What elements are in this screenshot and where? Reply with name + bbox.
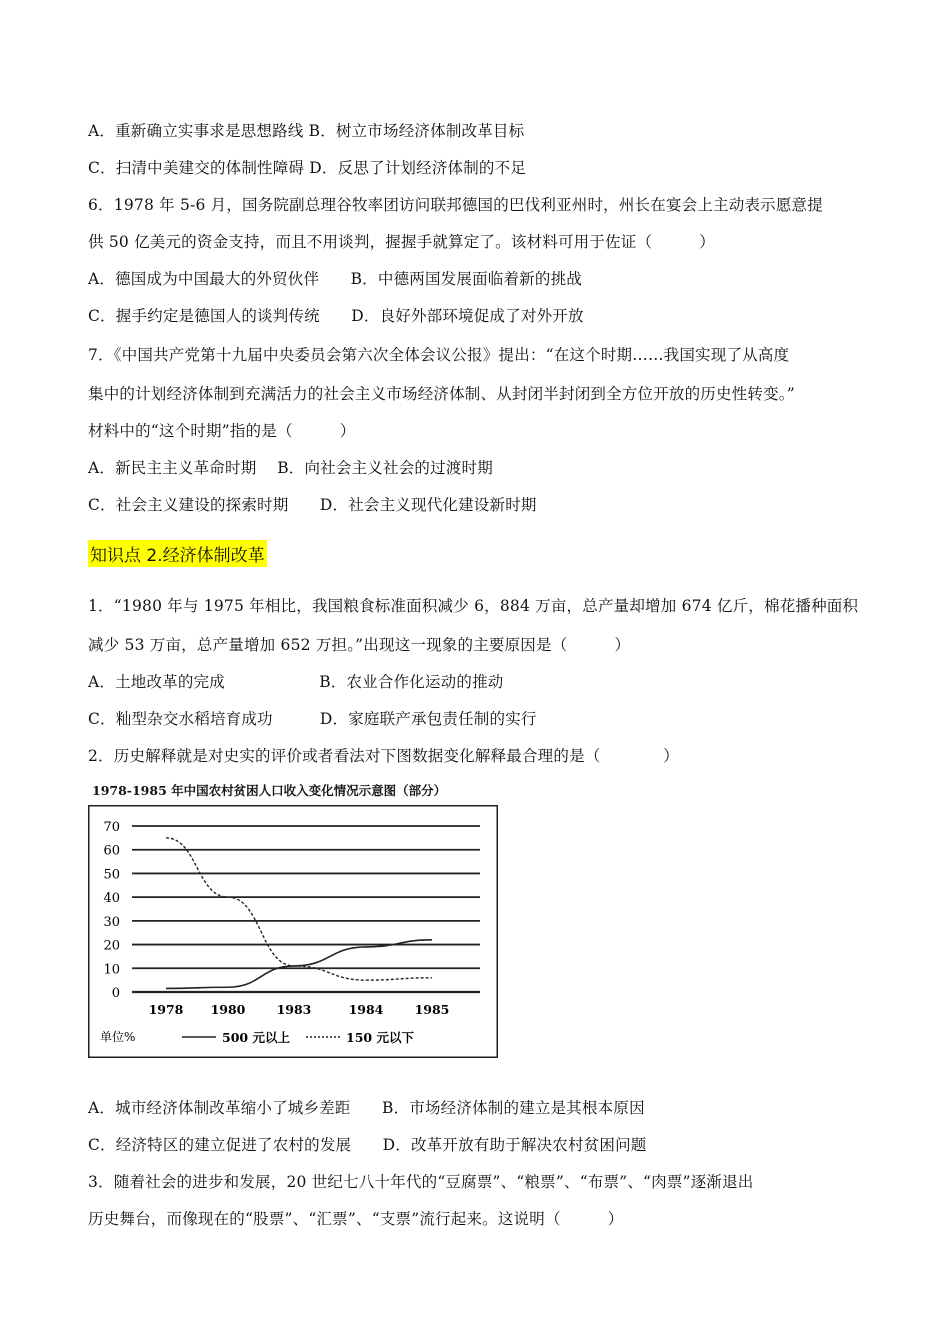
x-tick-label: 1985: [414, 1002, 450, 1017]
x-tick-label: 1984: [348, 1002, 384, 1017]
text-line: 供 50 亿美元的资金支持，而且不用谈判，握握手就算定了。该材料可用于佐证（ ）: [88, 233, 715, 251]
text-line: 3．随着社会的进步和发展，20 世纪七八十年代的“豆腐票”、“粮票”、“布票”、“肉票”逐渐退出: [88, 1173, 754, 1191]
chart-frame: [89, 806, 498, 1058]
y-tick-label: 40: [103, 891, 120, 907]
text-line: 历史舞台，而像现在的“股票”、“汇票”、“支票”流行起来。这说明（ ）: [88, 1210, 624, 1228]
text-line: C．社会主义建设的探索时期 D．社会主义现代化建设新时期: [88, 496, 537, 514]
text-line: 减少 53 万亩，总产量增加 652 万担。”出现这一现象的主要原因是（ ）: [88, 636, 631, 654]
income-chart: [88, 805, 498, 1058]
x-tick-label: 1978: [148, 1002, 184, 1017]
text-line: A．德国成为中国最大的外贸伙伴 B．中德两国发展面临着新的挑战: [88, 270, 582, 288]
y-tick-label: 70: [103, 820, 120, 835]
text-line: 7．《中国共产党第十九届中央委员会第六次全体会议公报》提出：“在这个时期……我国实现了从高度: [88, 346, 790, 364]
y-tick-label: 10: [103, 962, 120, 978]
y-tick-label: 30: [103, 914, 120, 930]
unit-label: 单位%: [100, 1030, 136, 1044]
y-tick-label: 50: [103, 867, 120, 883]
chart-title: 1978-1985 年中国农村贫困人口收入变化情况示意图（部分）: [92, 783, 447, 798]
legend-label: 500 元以上: [222, 1030, 290, 1045]
text-line: 2．历史解释就是对史实的评价或者看法对下图数据变化解释最合理的是（ ）: [88, 747, 679, 765]
text-line: C．经济特区的建立促进了农村的发展 D．改革开放有助于解决农村贫困问题: [88, 1136, 647, 1154]
section-title: 知识点 2.经济体制改革: [88, 540, 267, 567]
x-tick-label: 1980: [210, 1002, 246, 1017]
text-line: 集中的计划经济体制到充满活力的社会主义市场经济体制、从封闭半封闭到全方位开放的历史性转变。”: [88, 385, 795, 403]
text-line: 材料中的“这个时期”指的是（ ）: [88, 422, 356, 440]
y-tick-label: 60: [103, 843, 120, 859]
text-line: C．握手约定是德国人的谈判传统 D．良好外部环境促成了对外开放: [88, 307, 584, 325]
legend-label: 150 元以下: [346, 1030, 414, 1045]
x-tick-label: 1983: [276, 1002, 312, 1017]
text-line: A．土地改革的完成 B．农业合作化运动的推动: [88, 673, 504, 691]
text-line: A．重新确立实事求是思想路线 B．树立市场经济体制改革目标: [88, 122, 525, 140]
text-line: C．籼型杂交水稻培育成功 D．家庭联产承包责任制的实行: [88, 710, 537, 728]
text-line: 6．1978 年 5-6 月，国务院副总理谷牧率团访问联邦德国的巴伐利亚州时，州长在宴会上主动表示愿意提: [88, 196, 823, 214]
text-line: C．扫清中美建交的体制性障碍 D．反思了计划经济体制的不足: [88, 159, 527, 177]
y-tick-label: 0: [111, 986, 120, 1001]
text-line: A．新民主主义革命时期 B．向社会主义社会的过渡时期: [88, 459, 493, 477]
text-line: A．城市经济体制改革缩小了城乡差距 B．市场经济体制的建立是其根本原因: [88, 1099, 645, 1117]
text-line: 1．“1980 年与 1975 年相比，我国粮食标准面积减少 6，884 万亩，总产量却增加 674 亿斤，棉花播种面积: [88, 597, 859, 615]
y-tick-label: 20: [103, 938, 120, 954]
